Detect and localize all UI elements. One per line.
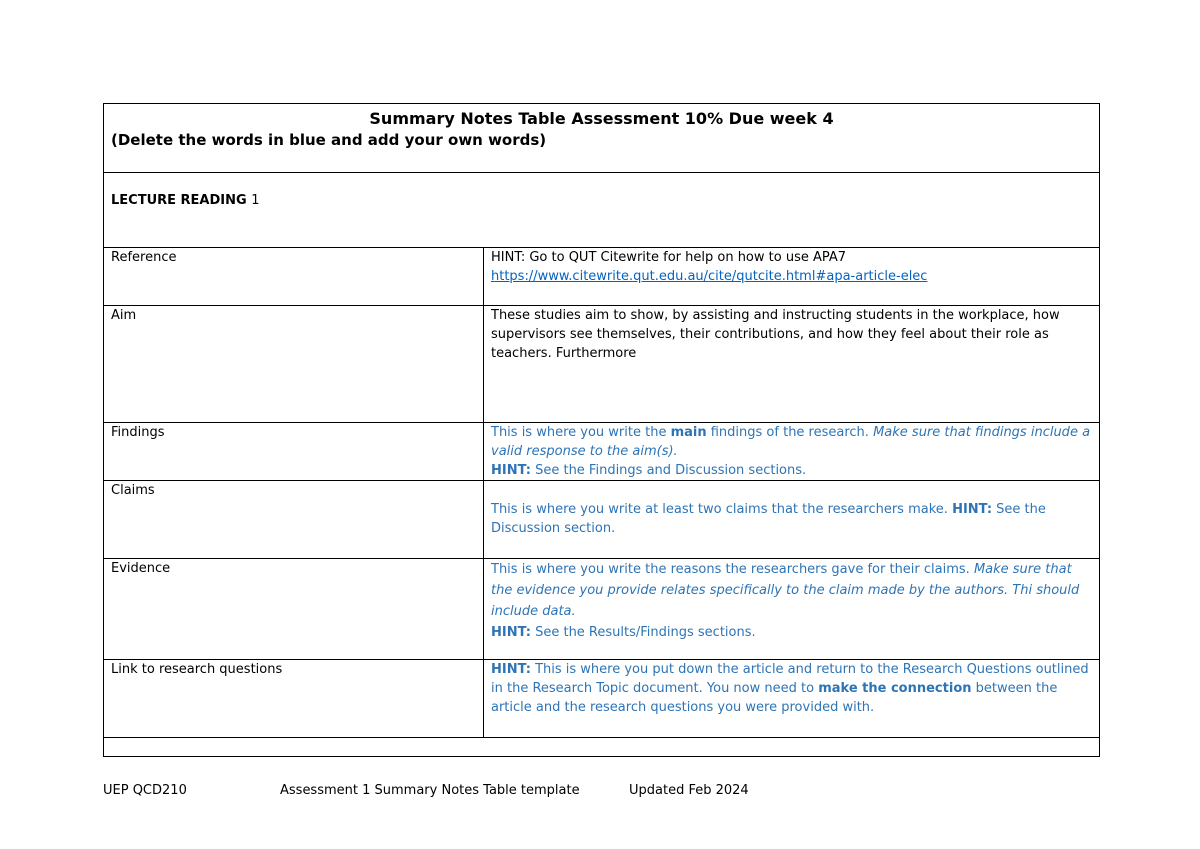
findings-text-1: This is where you write the: [491, 425, 671, 440]
section-number: 1: [251, 193, 260, 208]
footer-course-code: UEP QCD210: [103, 783, 187, 798]
findings-text-italic: Make sure that findings include a valid response to the aim(s).: [491, 425, 1091, 459]
findings-text-2: findings of the research.: [706, 425, 874, 440]
findings-hint-label: HINT:: [491, 463, 531, 478]
footer-updated-date: Updated Feb 2024: [629, 783, 749, 798]
row-label-reference: Reference: [104, 248, 484, 306]
table-title: Summary Notes Table Assessment 10% Due week 4: [369, 109, 834, 128]
evidence-hint-label: HINT:: [491, 625, 531, 640]
table-row: [104, 481, 1100, 559]
row-value-aim[interactable]: [484, 306, 1100, 423]
claims-hint-label: HINT:: [952, 502, 993, 517]
row-value-link-rq[interactable]: [484, 660, 1100, 738]
findings-hint-text: See the Findings and Discussion sections.: [530, 463, 807, 478]
claims-text: This is where you write at least two claims that the researchers make.: [491, 502, 953, 517]
aim-text: These studies aim to show, by assisting and instructing students in the workplace, how supervisors see themselves, their contributions, and how they feel about their role as teachers. Furthermore: [491, 308, 1060, 361]
row-label-aim: Aim: [104, 306, 484, 423]
table-row-empty: [104, 738, 1100, 757]
claims-hint-text: See the Discussion section.: [491, 502, 1046, 536]
link-rq-hint-label: HINT:: [491, 662, 531, 677]
evidence-hint-text: See the Results/Findings sections.: [530, 625, 756, 640]
table-row: [104, 248, 1100, 306]
row-label-evidence: Evidence: [104, 559, 484, 660]
evidence-text-italic: Make sure that the evidence you provide relates specifically to the claim made by the authors. Thi should include data.: [491, 562, 1080, 619]
footer-document-name: Assessment 1 Summary Notes Table template: [280, 783, 580, 798]
link-rq-text-2: between the article and the research questions you were provided with.: [491, 681, 1058, 715]
section-heading: LECTURE READING: [111, 193, 247, 208]
row-value-evidence[interactable]: [484, 559, 1100, 660]
link-rq-text-bold: make the connection: [818, 681, 972, 696]
table-row: [104, 559, 1100, 660]
reference-hint: HINT: Go to QUT Citewrite for help on how to use APA7: [491, 250, 847, 265]
section-heading-cell: [104, 173, 1100, 248]
row-label-link-rq: Link to research questions: [104, 660, 484, 738]
header-cell: [104, 104, 1100, 173]
row-value-claims[interactable]: [484, 481, 1100, 559]
table-row: [104, 660, 1100, 738]
citewrite-link[interactable]: https://www.citewrite.qut.edu.au/cite/qutcite.html#apa-article-elec: [491, 269, 928, 284]
table-subtitle: (Delete the words in blue and add your own words): [111, 131, 547, 149]
table-row: [104, 423, 1100, 481]
table-row: [104, 306, 1100, 423]
row-value-reference[interactable]: [484, 248, 1100, 306]
findings-text-main: main: [670, 425, 707, 440]
summary-notes-table: [103, 103, 1100, 757]
row-label-claims: Claims: [104, 481, 484, 559]
row-label-findings: Findings: [104, 423, 484, 481]
empty-cell: [104, 738, 1100, 757]
row-value-findings[interactable]: [484, 423, 1100, 481]
link-rq-text-1: This is where you put down the article and return to the Research Questions outlined in the Research Topic document. You now need to: [491, 662, 1089, 696]
evidence-text-1: This is where you write the reasons the researchers gave for their claims.: [491, 562, 974, 577]
